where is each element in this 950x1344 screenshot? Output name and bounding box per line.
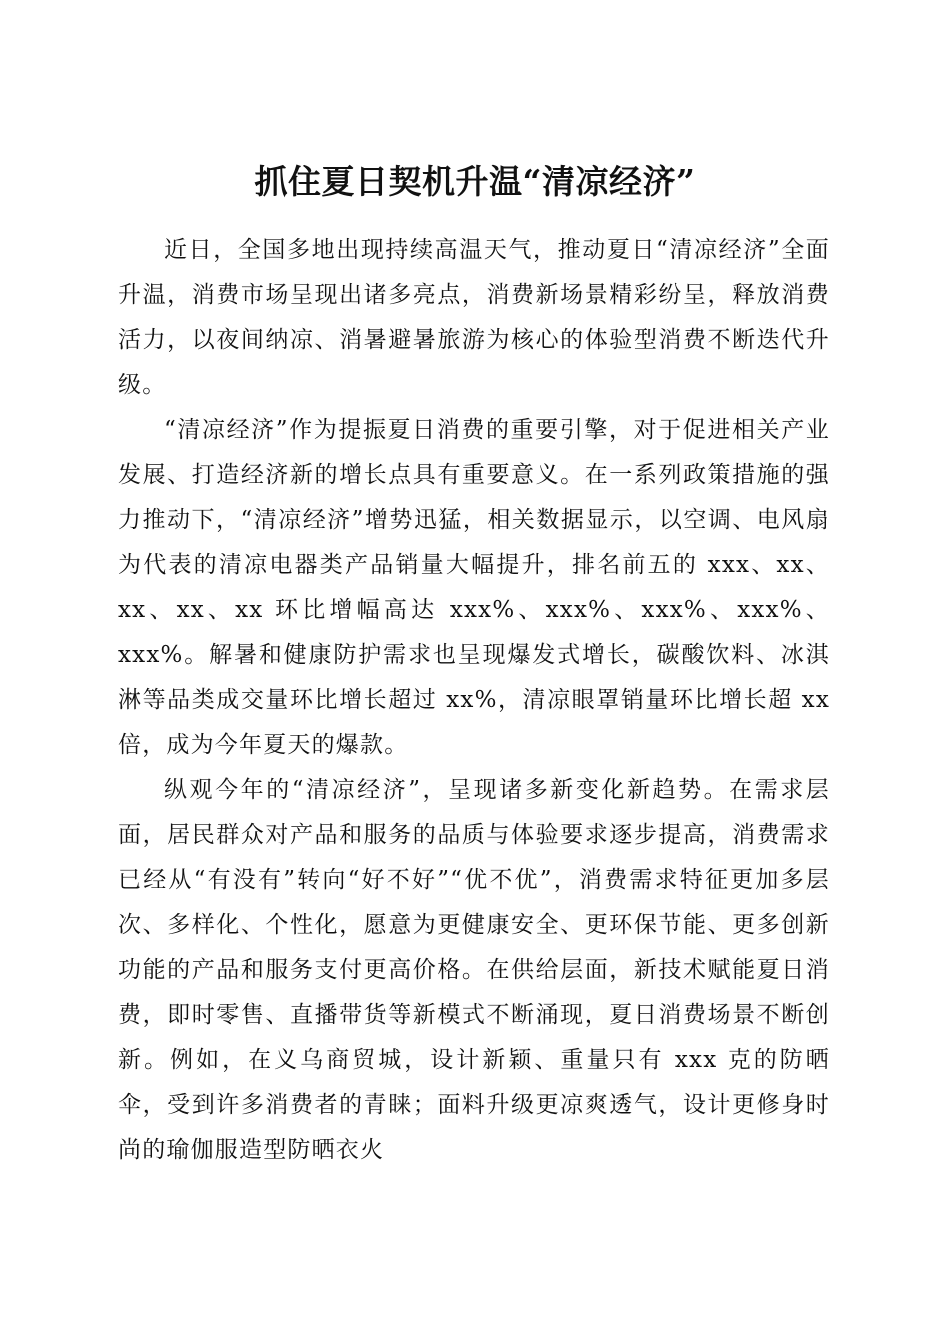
document-body bbox=[118, 228, 830, 1173]
paragraph-1: 近日，全国多地出现持续高温天气，推动夏日“清凉经济”全面升温，消费市场呈现出诸多亮点，消费新场景精彩纷呈，释放消费活力，以夜间纳凉、消暑避暑旅游为核心的体验型消费不断迭代升级。 bbox=[118, 237, 830, 398]
document-title: 抓住夏日契机升温“清凉经济” bbox=[254, 162, 696, 202]
paragraph-3: 纵观今年的“清凉经济”，呈现诸多新变化新趋势。在需求层面，居民群众对产品和服务的品质与体验要求逐步提高，消费需求已经从“有没有”转向“好不好”“优不优”，消费需求特征更加多层次、多样化、个性化，愿意为更健康安全、更环保节能、更多创新功能的产品和服务支付更高价格。在供给层面，新技术赋能夏日消费，即时零售、直播带货等新模式不断涌现，夏日消费场景不断创新。例如，在义乌商贸城，设计新颖、重量只有 xxx 克的防晒伞，受到许多消费者的青睐；面料升级更凉爽透气，设计更修身时尚的瑜伽服造型防晒衣火 bbox=[118, 777, 830, 1163]
paragraph-2: “清凉经济”作为提振夏日消费的重要引擎，对于促进相关产业发展、打造经济新的增长点具有重要意义。在一系列政策措施的强力推动下，“清凉经济”增势迅猛，相关数据显示，以空调、电风扇为代表的清凉电器类产品销量大幅提升，排名前五的 xxx、xx、xx、xx、xx 环比增幅高达 xxx%、xxx%、xxx%、xxx%、xxx%。解暑和健康防护需求也呈现爆发式增长，碳酸饮料、冰淇淋等品类成交量环比增长超过 xx%，清凉眼罩销量环比增长超 xx 倍，成为今年夏天的爆款。 bbox=[118, 417, 830, 758]
